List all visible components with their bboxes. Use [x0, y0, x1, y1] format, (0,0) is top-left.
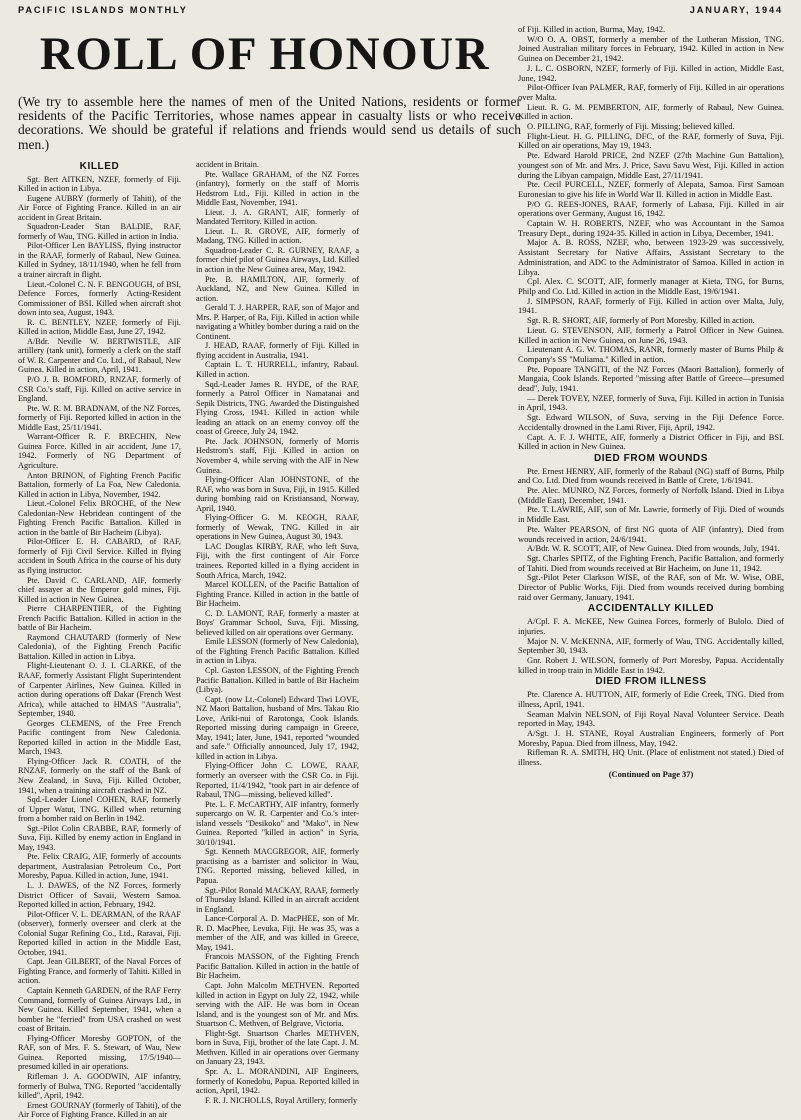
column-middle [196, 160, 359, 1105]
honour-entry: Lieut. J. A. GRANT, AIF, formerly of Mandated Territory. Killed in action. [196, 207, 359, 227]
honour-entry: Pte. David C. CARLAND, AIF, formerly chief assayer at the Emperor gold mines, Fiji. Killed in action in New Guinea. [18, 575, 181, 604]
honour-entry: Lieut. R. G. M. PEMBERTON, AIF, formerly of Rabaul, New Guinea. Killed in action. [518, 101, 784, 122]
honour-entry: Lieut.-Colonel Felix BROCHE, of the New Caledonian-New Hebridean contingent of the Fighting French Pacific Battalion. Killed in action in the battle of Bir Hacheim (Libya). [18, 499, 181, 537]
honour-entry: Emile LESSON (formerly of New Caledonia), of the Fighting French Pacific Battalion. Killed in action in Libya. [196, 637, 359, 666]
honour-entry: Pte. Cecil PURCELL, NZEF, formerly of Alepata, Samoa. First Samoan Euronesian to give his life in World War II. Killed in action in Middle East. [518, 179, 784, 199]
honour-entry: Raymond CHAUTARD (formerly of New Caledonia), of the Fighting French Pacific Battalion. Killed in action in Libya. [18, 632, 181, 661]
honour-entry: Squadron-Leader C. R. GURNEY, RAAF, a former chief pilot of Guinea Airways, Ltd. Killed in action in the New Guinea area, May, 1942. [196, 245, 359, 275]
honour-entry: Pte. Clarence A. HUTTON, AIF, formerly of Edie Creek, TNG. Died from illness, April, 1941. [518, 689, 784, 709]
honour-entry: J. HEAD, RAAF, formerly of Fiji. Killed in flying accident in Australia, 1941. [196, 341, 359, 360]
honour-entry: Pte. Jack JOHNSON, formerly of Morris Hedstrom's staff, Fiji. Killed in action on November 4, while serving with the AIF in New Guinea. [196, 436, 359, 475]
honour-entry: Sgt. Kenneth MACGREGOR, AIF, formerly practising as a barrister and solicitor in Wau, TNG. Reported missing, believed killed, in Papua. [196, 847, 359, 886]
honour-entry: Lieut. L. R. GROVE, AIF, formerly of Madang, TNG. Killed in action. [196, 226, 359, 246]
section-heading: KILLED [79, 161, 120, 172]
honour-entry: Pierre CHARPENTIER, of the Fighting French Pacific Battalion. Killed in action in the battle of Bir Hacheim. [18, 604, 181, 633]
honour-entry: W/O O. A. OBST, formerly a member of the Lutheran Mission, TNG. Joined Australian military forces in February, 1942. Killed in action in New Guinea on December 21, 1942. [518, 33, 784, 64]
honour-entry: J. SIMPSON, RAAF, formerly of Fiji. Killed in action over Malta, July, 1941. [518, 295, 784, 316]
honour-entry: O. PILLING, RAF, formerly of Fiji. Missing; believed killed. [527, 121, 735, 132]
honour-entry: Major A. B. ROSS, NZEF, who, between 1923-29 was successively, Assistant Secretary for Native Affairs, Assistant Secretary to the Administration, and ADC to the Administrator of Samoa. Killed in action in Libya. [518, 237, 784, 277]
honour-entry: P/O G. REES-JONES, RAAF, formerly of Labasa, Fiji. Killed in air operations over Germany, August 16, 1942. [518, 198, 784, 219]
honour-entry: Georges CLEMENS, of the Free French Pacific contingent from New Caledonia. Reported killed in action in the Middle East, March, 1943. [18, 718, 181, 757]
honour-entry: Flight-Lieutenant O. J. I. CLARKE, of the RAAF, formerly Assistant Flight Superintendent of Carpenter Airlines, New Guinea. Killed in action during operations off Dakar (French West Africa), while attached to HMAS "Australia", September, 1940. [18, 661, 181, 719]
section-heading: DIED FROM ILLNESS [595, 676, 707, 688]
honour-entry: A/Bdr. Neville W. BERTWISTLE, AIF artillery (tank unit), formerly a clerk on the staff of W. R. Carpenter and Co. Ltd., of Rabaul, New Guinea. Killed in action, April, 1941. [18, 336, 181, 375]
honour-entry: LAC Douglas KIRBY, RAF, who left Suva, Fiji, with the first contingent of Air Force trainees. Reported killed in a flying accident in South Africa, March, 1942. [196, 541, 359, 580]
honour-entry: Capt. A. F. J. WHITE, AIF, formerly a District Officer in Fiji, and BSI. Killed in action in New Guinea. [518, 431, 784, 452]
page-header [18, 3, 783, 17]
honour-entry: Flight-Sgt. Stuartson Charles METHVEN, born in Suva, Fiji, brother of the late Capt. J. M. Methven. Killed in air operations over Germany on January 23, 1943. [196, 1028, 359, 1067]
honour-entry: R. C. BENTLEY, NZEF, formerly of Fiji. Killed in action, Middle East, June 27, 1942. [18, 317, 181, 337]
honour-entry: Pte. Edward Harold PRICE, 2nd NZEF (27th Machine Gun Battalion), youngest son of Mr. and Mrs. J. Price, Savu Savu West, Fiji. Killed in action during the Libyan campaign, Middle East, 27/11/1941. [518, 150, 784, 180]
honour-entry: J. L. C. OSBORN, NZEF, formerly of Fiji. Killed in action, Middle East, June, 1942. [518, 62, 784, 83]
honour-entry: Sgt. R. R. SHORT, AIF, formerly of Port Moresby. Killed in action. [527, 315, 755, 326]
column-left [18, 160, 181, 1120]
honour-entry: Pilot-Officer Len BAYLISS, flying instructor in the RAAF, formerly of Rabaul, New Guinea. Killed in Sydney, 18/11/1940, when he fell from a trainer aircraft in flight. [18, 241, 181, 280]
honour-entry: Sgt. Edward WILSON, of Suva, serving in the Fiji Defence Force. Accidentally drowned in the Lami River, Fiji, April, 1942. [518, 412, 784, 432]
honour-entry: Flying-Officer John C. LOWE, RAAF, formerly an overseer with the CSR Co. in Fiji. Reported, 11/4/1942, "took part in air defence of Rabaul, TNG—missing, believed killed". [196, 761, 359, 800]
column-right [518, 25, 784, 1040]
intro-paragraph: (We try to assemble here the names of men of the United Nations, residents or former residents of the Pacific Territories, whose names appear in casualty lists or who receive decorations. We should be grateful if relations and friends would send us details of such men.) [18, 94, 521, 152]
honour-entry: Rifleman R. A. SMITH, HQ Unit. (Place of enlistment not stated.) Died of illness. [518, 747, 784, 768]
honour-entry: Lieutenant A. G. W. THOMAS, RANR, formerly master of Burns Philp & Company's SS "Muliama." Killed in action. [518, 344, 784, 364]
honour-entry: Captain L. T. HURRELL, infantry, Rabaul. Killed in action. [196, 360, 359, 380]
honour-entry: Capt. (now Lt.-Colonel) Edward Tiwi LOVE, NZ Maori Battalion, husband of Mrs. Takau Rio Love, Ariki-nui of Rarotonga, Cook Islands. Reported missing during campaign in Greece, May, 1941; later, June, 1941, reported "wounded and safe." Officially announced, July 17, 1942, killed in action in Libya. [196, 694, 359, 761]
honour-entry: Anton BRINON, of Fighting French Pacific Battalion, formerly of La Foa, New Caledonia. Killed in action in Libya, November, 1942. [18, 470, 181, 499]
page-title: ROLL OF HONOUR [39, 28, 491, 80]
honour-entry: L. J. DAWES, of the NZ Forces, formerly District Officer of Savaii, Western Samoa. Reported killed in action, February, 1942. [18, 881, 181, 910]
honour-entry: Major N. V. McKENNA, AIF, formerly of Wau, TNG. Accidentally killed, September 30, 1943. [518, 635, 784, 656]
honour-entry: Pte. W. R. M. BRADNAM, of the NZ Forces, formerly of Fiji. Reported killed in action in the Middle East, 25/11/1941. [18, 403, 181, 432]
section-heading: ACCIDENTALLY KILLED [587, 603, 715, 615]
honour-entry: Sgt. Charles SPITZ, of the Fighting French, Pacific Battalion, and formerly of Tahiti. Died from wounds received at Bir Hacheim, on June 11, 1942. [518, 552, 784, 573]
publication-name: PACIFIC ISLANDS MONTHLY [18, 5, 188, 15]
issue-date: JANUARY, 1944 [689, 5, 783, 15]
honour-entry: Pte. Felix CRAIG, AIF, formerly of accounts department, Australasian Petroleum Co., Port Moresby, Papua. Killed in action, June, 1941. [18, 852, 181, 881]
honour-entry: Pte. T. LAWRIE, AIF, son of Mr. Lawrie, formerly of Fiji. Died of wounds in Middle East. [518, 504, 784, 525]
honour-entry: Flying-Officer G. M. KEOGH, RAAF, formerly of Wewak, TNG. Killed in air operations in New Guinea, August 30, 1943. [196, 513, 359, 542]
honour-entry: Sgt.-Pilot Colin CRABBE, RAF, formerly of Suva, Fiji. Killed by enemy action in England in May, 1943. [18, 823, 181, 852]
honour-entry: Seaman Malvin NELSON, of Fiji Royal Naval Volunteer Service. Death reported in May, 1943. [518, 708, 784, 729]
honour-entry: Sqd.-Leader James R. HYDE, of the RAF, formerly a Patrol Officer in Namatanai and Sepik Districts, TNG. Awarded the Distinguished Flying Cross, 1941. Killed in action while leading an attack on an enemy convoy off the coast of Greece, July 24, 1942. [196, 379, 359, 437]
honour-entry: A/Bdr. W. R. SCOTT, AIF, of New Guinea. Died from wounds, July, 1941. [527, 543, 780, 554]
continuation-note: (Continued on Page 37) [608, 768, 694, 779]
honour-entry: Flying-Officer Jack R. COATH, of the RNZAF, formerly on the staff of the Bank of New Zealand, in Suva, Fiji. Killed October, 1941, when a training aircraft crashed in NZ. [18, 756, 181, 795]
honour-entry: Ernest GOURNAY (formerly of Tahiti), of the Air Force of Fighting France. Killed in an air [18, 1100, 181, 1120]
honour-entry: Sgt. Bert AITKEN, NZEF, formerly of Fiji. Killed in action in Libya. [18, 174, 181, 194]
honour-entry: Gerald T. J. HARPER, RAF, son of Major and Mrs. P. Harper, of Ra, Fiji. Killed in action while navigating a Whitley bomber during a raid on the Continent. [196, 303, 359, 341]
honour-entry: Spr. A. L. MORANDINI, AIF Engineers, formerly of Konedobu, Papua. Reported killed in action, April, 1942. [196, 1066, 359, 1096]
entry-continuation: accident in Britain. [196, 160, 259, 169]
honour-entry: Capt. John Malcolm METHVEN. Reported killed in action in Egypt on July 22, 1942, while serving with the AIF. He was born in Ocean Island, and is the youngest son of Mr. and Mrs. Stuartson C. Methven, of Belgrave, Victoria. [196, 981, 359, 1029]
honour-entry: Warrant-Officer R. F. BRECHIN, New Guinea Force. Killed in air accident, June 17, 1942. Formerly of NG Department of Agriculture. [18, 432, 181, 470]
honour-entry: A/Cpl. F. A. McKEE, New Guinea Forces, formerly of Bulolo. Died of injuries. [518, 616, 784, 636]
honour-entry: Pte. Wallace GRAHAM, of the NZ Forces (infantry), formerly on the staff of Morris Hedstrom Ltd., Fiji. Killed in action in the Middle East, November, 1941. [196, 169, 359, 208]
honour-entry: Flight-Lieut. H. G. PILLING, DFC, of the RAF, formerly of Suva, Fiji. Killed on air operations, May 19, 1943. [518, 130, 784, 151]
honour-entry: Cpl. Alex. C. SCOTT, AIF, formerly manager at Kieta, TNG, for Burns, Philp and Co. Ltd. Killed in action in the Middle East, 19/6/1941. [518, 276, 784, 296]
honour-entry: Sgt.-Pilot Peter Clarkson WISE, of the RAF, son of Mr. W. Wise, OBE, Director of Public Works, Fiji. Died from wounds received during bombing raid over Germany, January, 1941. [518, 572, 784, 602]
honour-entry: — Derek TOVEY, NZEF, formerly of Suva, Fiji. Killed in action in Tunisia in April, 1943. [518, 392, 784, 413]
honour-entry: C. D. LAMONT, RAF, formerly a master at Boys' Grammar School, Suva, Fiji. Missing, believed killed on air operations over Germany. [196, 608, 359, 637]
honour-entry: Eugene AUBRY (formerly of Tahiti), of the Air Force of Fighting France. Killed in an air accident in Great Britain. [18, 193, 181, 222]
honour-entry: Pilot-Officer V. L. DEARMAN, of the RAAF (observer), formerly overseer and clerk at the Colonial Sugar Refining Co., Ltd., Raravai, Fiji. Reported killed in action in the Middle East, October, 1941. [18, 909, 181, 957]
honour-entry: Pte. Alec. MUNRO, NZ Forces, formerly of Norfolk Island. Died in Libya (Middle East), December, 1941. [518, 485, 784, 505]
honour-entry: Captain Kenneth GARDEN, of the RAF Ferry Command, formerly of Guinea Airways Ltd., in New Guinea. Killed September, 1941, when a bomber he "ferried" from USA crashed on west coast of Britain. [18, 986, 181, 1034]
honour-entry: Capt. Jean GILBERT, of the Naval Forces of Fighting France, and formerly of Tahiti. Killed in action. [18, 957, 181, 986]
entry-continuation: of Fiji. Killed in action, Burma, May, 1942. [518, 24, 666, 34]
honour-entry: Francois MASSON, of the Fighting French Pacific Battalion. Killed in action in the battle of Bir Hacheim. [196, 952, 359, 981]
honour-entry: Pilot-Officer E. H. CABARD, of RAF, formerly of Fiji Civil Service. Killed in flying accident in South Africa in the course of his duty as flying instructor. [18, 537, 181, 575]
honour-entry: Lance-Corporal A. D. MacPHEE, son of Mr. R. D. MacPhee, Levuka, Fiji. He was 35, was a member of the AIF, and was killed in Greece, May, 1941. [196, 914, 359, 952]
section-heading: DIED FROM WOUNDS [593, 452, 709, 464]
honour-entry: Cpl. Gaston LESSON, of the Fighting French Pacific Battalion. Killed in battle of Bir Hacheim (Libya). [196, 665, 359, 695]
honour-entry: Squadron-Leader Stan BALDIE, RAF, formerly of Wau, TNG. Killed in action in India. [18, 222, 181, 241]
honour-entry: Gnr. Robert J. WILSON, formerly of Port Moresby, Papua. Accidentally killed in troop train in Middle East in 1942. [518, 655, 784, 675]
honour-entry: Flying-Officer Alan JOHNSTONE, of the RAF, who was born in Suva, Fiji, in 1915. Killed during bombing raid on Kristiansand, Norway, April, 1940. [196, 475, 359, 513]
honour-entry: Flying-Officer Moresby GOPTON, of the RAF, son of Mrs. F. S. Stewart, of Wau, New Guinea. Reported missing, 17/5/1940—presumed killed in air operations. [18, 1033, 181, 1072]
honour-entry: Pte. B. HAMILTON, AIF, formerly of Auckland, NZ, and New Guinea. Killed in action. [196, 274, 359, 303]
honour-entry: Pte. L. F. McCARTHY, AIF infantry, formerly supercargo on W. R. Carpenter and Co.'s inter-island vessels "Desikoko" and "Mako", in New Guinea. Reported "killed in action" in Syria, 30/10/1941. [196, 799, 359, 847]
honour-entry: A/Sgt. J. H. STANE, Royal Australian Engineers, formerly of Port Moresby, Papua. Died from illness, May, 1942. [518, 727, 784, 748]
honour-entry: Sgt.-Pilot Ronald MACKAY, RAAF, formerly of Thursday Island. Killed in an aircraft accident in England. [196, 885, 359, 914]
honour-entry: Marcel KOLLEN, of the Pacific Battalion of Fighting France. Killed in action in the battle of Bir Hacheim. [196, 580, 359, 609]
honour-entry: Pte. Ernest HENRY, AIF, formerly of the Rabaul (NG) staff of Burns, Philp and Co. Ltd. Died from wounds received in Battle of Crete, 1/6/1941. [518, 465, 784, 486]
honour-entry: Sqd.-Leader Lionel COHEN, RAF, formerly of Upper Watut, TNG. Killed when returning from a bomber raid on Berlin in 1942. [18, 795, 181, 824]
honour-entry: Rifleman J. A. GOODWIN, AIF infantry, formerly of Bulwa, TNG. Reported "accidentally killed", April, 1942. [18, 1071, 181, 1101]
honour-entry: Pte. Popoare TANGITI, of the NZ Forces (Maori Battalion), formerly of Mangaia, Cook Islands. Reported "missing after Battle of Greece—presumed dead", July, 1941. [518, 363, 784, 394]
honour-entry: Lieut. G. STEVENSON, AIF, formerly a Patrol Officer in New Guinea. Killed in action in New Guinea, on June 26, 1943. [518, 324, 784, 345]
honour-entry: F. R. J. NICHOLLS, Royal Artillery, formerly [205, 1095, 358, 1105]
honour-entry: Lieut.-Colonel C. N. F. BENGOUGH, of BSI, Defence Forces, formerly Acting-Resident Commissioner of BSI. Killed when aircraft shot down into sea, August, 1943. [18, 279, 181, 318]
honour-entry: Pilot-Officer Ivan PALMER, RAF, formerly of Fiji. Killed in air operations over Malta. [518, 82, 784, 102]
honour-entry: Captain W. H. ROBERTS, NZEF, who was Accountant in the Samoa Treasury Dept., during 1924-35. Killed in action in Libya, December, 1941. [518, 218, 784, 238]
honour-entry: Pte. Walter PEARSON, of first NG quota of AIF (infantry). Died from wounds received in action, 24/6/1941. [518, 523, 784, 544]
honour-entry: P/O J. B. BOMFORD, RNZAF, formerly of CSR Co.'s staff, Fiji. Killed on active service in England. [18, 375, 181, 404]
